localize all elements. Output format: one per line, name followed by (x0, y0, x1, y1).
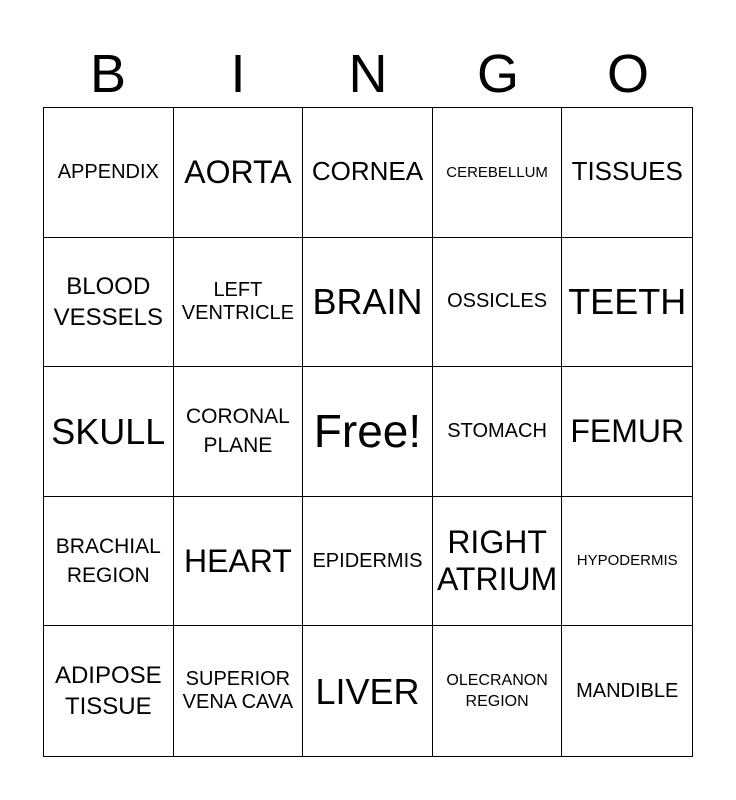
bingo-cell-superior-vena-cava[interactable]: SUPERIOR VENA CAVA (174, 626, 304, 756)
bingo-cell-femur[interactable]: FEMUR (562, 367, 692, 497)
bingo-cell-ossicles[interactable]: OSSICLES (433, 238, 563, 368)
bingo-cell-hypodermis[interactable]: HYPODERMIS (562, 497, 692, 627)
bingo-cell-teeth[interactable]: TEETH (562, 238, 692, 368)
header-letter-i: I (230, 44, 246, 104)
bingo-header (43, 40, 693, 108)
bingo-cell-left-ventricle[interactable]: LEFT VENTRICLE (174, 238, 304, 368)
bingo-cell-mandible[interactable]: MANDIBLE (576, 679, 679, 702)
bingo-cell-stomach[interactable]: STOMACH (433, 367, 563, 497)
bingo-cell-adipose-tissue[interactable]: ADIPOSE TISSUE (44, 626, 174, 756)
bingo-cell-free-space[interactable]: Free! (303, 367, 433, 497)
bingo-cell-brachial-region[interactable]: BRACHIAL REGION (44, 497, 174, 627)
bingo-cell-cornea[interactable]: CORNEA (303, 108, 433, 238)
bingo-cell-coronal-plane[interactable]: CORONAL PLANE (174, 367, 304, 497)
bingo-cell-cerebellum[interactable]: CEREBELLUM (433, 108, 563, 238)
bingo-cell-right-atrium[interactable]: RIGHT ATRIUM (433, 497, 563, 627)
bingo-cell-brain[interactable]: BRAIN (303, 238, 433, 368)
bingo-cell-aorta[interactable]: AORTA (174, 108, 304, 238)
bingo-cell-heart[interactable]: HEART (174, 497, 304, 627)
header-letter-o: O (606, 44, 649, 104)
bingo-cell-tissues[interactable]: TISSUES (562, 108, 692, 238)
bingo-board (43, 107, 693, 757)
header-letter-g: G (476, 44, 519, 104)
bingo-cell-appendix[interactable]: APPENDIX (44, 108, 174, 238)
bingo-cell-epidermis[interactable]: EPIDERMIS (303, 497, 433, 627)
bingo-cell-blood-vessels[interactable]: BLOOD VESSELS (44, 238, 174, 368)
bingo-cell-liver[interactable]: LIVER (303, 626, 433, 756)
header-letter-b: B (89, 44, 127, 104)
bingo-cell-olecranon-region[interactable]: OLECRANON REGION (433, 626, 563, 756)
header-letter-n: N (348, 44, 388, 104)
bingo-cell-skull[interactable]: SKULL (44, 367, 174, 497)
